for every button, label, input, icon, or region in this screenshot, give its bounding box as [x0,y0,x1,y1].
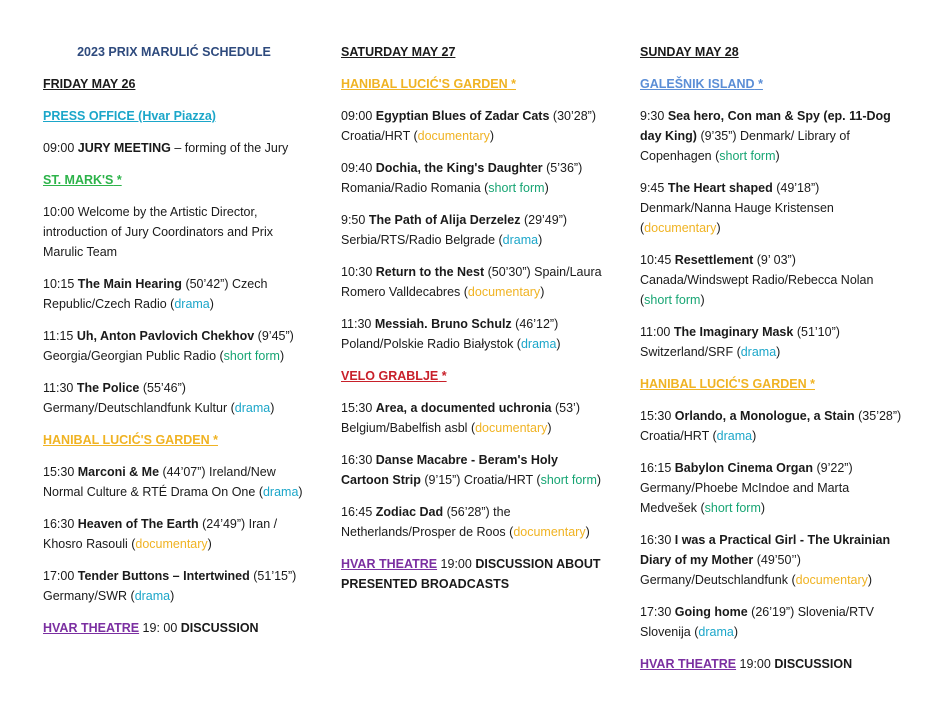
entry-time: 9:30 [640,109,665,123]
entry-time: 11:30 [43,381,74,395]
entry-title: The Path of Alija Derzelez [368,213,521,227]
entry-title: Dochia, the King's Daughter [375,161,543,175]
entry-title: Babylon Cinema Organ [674,461,813,475]
venue-hvar-theatre: HVAR THEATRE [43,621,140,635]
entry-info: (26’19”) Slovenia/RTV Slovenija [640,605,874,639]
entry-time: 11:00 [640,325,671,339]
schedule-entry: 11:15 Uh, Anton Pavlovich Chekhov (9’45”) Georgia/Georgian Public Radio (short form) [43,329,294,363]
entry-genre: drama [234,401,271,415]
entry-title: Marconi & Me [77,465,160,479]
entry-info: (44’07”) Ireland/New Normal Culture & RTÉ Drama On One [43,465,276,499]
entry-title: JURY MEETING [77,141,171,155]
schedule-entry: 09:40 Dochia, the King's Daughter (5’36”) Romania/Radio Romania (short form) [341,161,583,195]
entry-genre: documentary [513,525,586,539]
discussion-entry [341,554,607,594]
entry-genre: short form [719,149,776,163]
entry-time: 16:30 [341,453,373,467]
venue-hanibal-garden: HANIBAL LUCIĆ'S GARDEN * [43,433,218,447]
entry-time: 16:45 [341,505,373,519]
schedule-entry: 16:15 Babylon Cinema Organ (9’22”) Germany/Phoebe McIndoe and Marta Medvešek (short form) [640,461,853,515]
entry-title: Resettlement [674,253,754,267]
entry-time: 16:15 [640,461,672,475]
entry-info: (46’12”) Poland/Polskie Radio Białystok [341,317,559,351]
schedule-entry: 17:00 Tender Buttons – Intertwined (51’15”) Germany/SWR (drama) [43,569,297,603]
entry-time: 9:45 [640,181,665,195]
entry-info: (9’15”) Croatia/HRT [424,473,533,487]
entry-info: (53’) Belgium/Babelfish asbl [341,401,580,435]
schedule-entry: 16:45 Zodiac Dad (56’28”) the Netherlands/Prosper de Roos (documentary) [341,505,590,539]
entry-genre: drama [740,345,777,359]
entry-title: Orlando, a Monologue, a Stain [674,409,855,423]
entry-time: 19:00 [736,657,775,671]
schedule-entry: 11:00 The Imaginary Mask (51’10”) Switzerland/SRF (drama) [640,325,840,359]
entry-info: (50’30”) Spain/Laura Romero Valldecabres [341,265,602,299]
entry-info: – forming of the Jury [170,141,289,155]
schedule-entry: 16:30 Danse Macabre - Beram's Holy Cartoon Strip (9’15”) Croatia/HRT (short form) [341,453,602,487]
entry-time: 15:30 [640,409,672,423]
venue-name: VELO GRABLJE [341,369,439,383]
venue-star: * [113,173,122,187]
day-heading-friday: FRIDAY MAY 26 [43,77,136,91]
entry-info: (9’22”) Germany/Phoebe McIndoe and Marta Medvešek [640,461,853,515]
entry-info: (50’42”) Czech Republic/Czech Radio [43,277,268,311]
welcome-entry: 10:00 Welcome by the Artistic Director, introduction of Jury Coordinators and Prix Marulic Team [43,205,273,259]
entry-genre: short form [704,501,761,515]
venue-name: HANIBAL LUCIĆ'S GARDEN [341,77,508,91]
day-heading-saturday: SATURDAY MAY 27 [341,45,456,59]
schedule-entry: 11:30 Messiah. Bruno Schulz (46’12”) Poland/Polskie Radio Białystok (drama) [341,317,561,351]
entry-info: (49’50’’) Germany/Deutschlandfunk [640,553,801,587]
schedule-entry: 9:30 Sea hero, Con man & Spy (ep. 11-Dog day King) (9’35”) Denmark/ Library of Copenhagen (short form) [640,109,891,163]
venue-name: GALEŠNIK ISLAND [640,77,755,91]
entry-title: Sea hero, Con man & Spy (ep. 11-Dog day King) [640,109,891,143]
venue-star: * [438,369,447,383]
entry-title: I was a Practical Girl - The Ukrainian Diary of my Mother [640,533,891,567]
entry-time: 10:45 [640,253,672,267]
entry-time: 16:30 [640,533,672,547]
entry-title: Messiah. Bruno Schulz [374,317,512,331]
entry-title: Return to the Nest [375,265,485,279]
venue-name: ST. MARK'S [43,173,114,187]
schedule-entry: 15:30 Area, a documented uchronia (53’) Belgium/Babelfish asbl (documentary) [341,401,580,435]
entry-info: (9’45”) Georgia/Georgian Public Radio [43,329,294,363]
entry-time: 19: 00 [139,621,181,635]
entry-title: DISCUSSION [774,657,853,671]
entry-genre: drama [520,337,557,351]
schedule-entry: 09:00 Egyptian Blues of Zadar Cats (30’28”) Croatia/HRT (documentary) [341,109,596,143]
entry-title: The Heart shaped [667,181,773,195]
entry-title: The Main Hearing [77,277,182,291]
entry-info: (55’46”) Germany/Deutschlandfunk Kultur [43,381,228,415]
day-heading-sunday: SUNDAY MAY 28 [640,45,739,59]
entry-genre: drama [174,297,210,311]
entry-time: 10:30 [341,265,373,279]
venue-hvar-theatre: HVAR THEATRE [341,557,438,571]
entry-genre: documentary [475,421,548,435]
entry-genre: drama [698,625,734,639]
venue-galesnik-island [640,74,902,94]
entry-time: 19:00 [437,557,476,571]
schedule-entry: 15:30 Marconi & Me (44’07”) Ireland/New Normal Culture & RTÉ Drama On One (drama) [43,465,303,499]
entry-genre: documentary [795,573,868,587]
entry-time: 16:30 [43,517,75,531]
entry-genre: documentary [135,537,208,551]
entry-title: Zodiac Dad [375,505,444,519]
entry-title: Going home [674,605,748,619]
saturday-column [341,42,607,606]
entry-time: 10:15 [43,277,75,291]
entry-info: (9’ 03”) Canada/Windswept Radio/Rebecca Nolan [640,253,874,287]
schedule-entry: 17:30 Going home (26’19”) Slovenia/RTV Slovenija (drama) [640,605,874,639]
entry-info: (24’49”) Iran / Khosro Rasouli [43,517,278,551]
entry-title: Tender Buttons – Intertwined [77,569,250,583]
entry-info: (5’36”) Romania/Radio Romania [341,161,583,195]
entry-genre: drama [134,589,171,603]
entry-genre: documentary [417,129,490,143]
entry-genre: drama [716,429,753,443]
entry-time: 11:15 [43,329,74,343]
entry-title: The Imaginary Mask [673,325,794,339]
entry-time: 15:30 [341,401,373,415]
sunday-column [640,42,902,686]
entry-title: Egyptian Blues of Zadar Cats [375,109,550,123]
entry-time: 09:40 [341,161,373,175]
entry-genre: documentary [467,285,541,299]
entry-title: DISCUSSION [180,621,259,635]
entry-time: 17:00 [43,569,75,583]
entry-info: (56’28”) the Netherlands/Prosper de Roos [341,505,511,539]
entry-info: (29’49”) Serbia/RTS/Radio Belgrade [341,213,568,247]
entry-info: (51’10”) Switzerland/SRF [640,325,840,359]
entry-info: (9’35”) Denmark/ Library of Copenhagen [640,129,850,163]
venue-hvar-theatre: HVAR THEATRE [640,657,737,671]
document-title: 2023 PRIX MARULIĆ SCHEDULE [77,45,271,59]
schedule-entry: 16:30 I was a Practical Girl - The Ukrainian Diary of my Mother (49’50’’) Germany/Deutschlandfunk (documentary) [640,533,891,587]
schedule-entry: 15:30 Orlando, a Monologue, a Stain (35’28”) Croatia/HRT (drama) [640,409,902,443]
entry-genre: short form [644,293,701,307]
venue-star: * [507,77,516,91]
venue-hanibal-garden: HANIBAL LUCIĆ'S GARDEN * [640,377,815,391]
venue-hanibal-garden [341,74,607,94]
venue-velo-grablje [341,366,607,386]
entry-time: 09:00 [43,141,75,155]
discussion-entry [640,654,902,674]
schedule-entry: 9:50 The Path of Alija Derzelez (29’49”) Serbia/RTS/Radio Belgrade (drama) [341,213,568,247]
entry-time: 09:00 [341,109,373,123]
entry-title: Uh, Anton Pavlovich Chekhov [76,329,255,343]
entry-genre: drama [262,485,299,499]
friday-column [43,42,305,650]
schedule-entry: 11:30 The Police (55’46”) Germany/Deutschlandfunk Kultur (drama) [43,381,275,415]
entry-title: Danse Macabre - Beram's Holy Cartoon Strip [341,453,558,487]
entry-time: 15:30 [43,465,75,479]
entry-title: The Police [76,381,140,395]
entry-time: 17:30 [640,605,672,619]
entry-title: Area, a documented uchronia [375,401,552,415]
entry-genre: short form [540,473,597,487]
entry-time: 9:50 [341,213,366,227]
venue-star: * [754,77,763,91]
entry-genre: short form [488,181,545,195]
entry-info: (35’28”) Croatia/HRT [640,409,902,443]
discussion-entry [43,618,305,638]
schedule-entry: 16:30 Heaven of The Earth (24’49”) Iran / Khosro Rasouli (documentary) [43,517,278,551]
entry-genre: short form [223,349,280,363]
schedule-entry [43,138,305,158]
entry-info: (30’28”) Croatia/HRT [341,109,596,143]
entry-genre: drama [502,233,539,247]
entry-genre: documentary [644,221,717,235]
entry-info: (51’15”) Germany/SWR [43,569,297,603]
schedule-entry: 9:45 The Heart shaped (49’18”) Denmark/Nanna Hauge Kristensen (documentary) [640,181,834,235]
schedule-entry: 10:30 Return to the Nest (50’30”) Spain/Laura Romero Valldecabres (documentary) [341,265,602,299]
entry-info: (49’18”) Denmark/Nanna Hauge Kristensen [640,181,834,215]
entry-time: 11:30 [341,317,372,331]
entry-title: DISCUSSION ABOUT PRESENTED BROADCASTS [341,557,601,591]
entry-title: Heaven of The Earth [77,517,199,531]
schedule-entry: 10:15 The Main Hearing (50’42”) Czech Republic/Czech Radio (drama) [43,277,268,311]
venue-st-mark [43,170,305,190]
schedule-entry: 10:45 Resettlement (9’ 03”) Canada/Windswept Radio/Rebecca Nolan (short form) [640,253,874,307]
venue-press-office: PRESS OFFICE (Hvar Piazza) [43,109,216,123]
